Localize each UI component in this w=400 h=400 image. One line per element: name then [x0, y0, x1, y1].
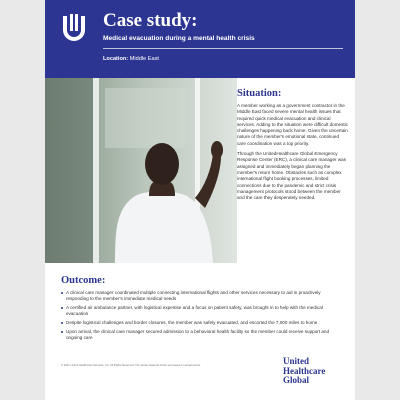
situation-heading: Situation: [237, 88, 282, 99]
situation-text [237, 103, 349, 205]
legal-disclaimer: © 2021 United HealthCare Services, Inc. All Rights Reserved. The stories featured herein are based on actual events. [61, 364, 201, 367]
page-title: Case study: [103, 10, 198, 31]
outcome-item: Upon arrival, the clinical care manager secured admission to a behavioral health facility so the member could receive support and ongoing care [61, 329, 343, 341]
location-line [103, 56, 159, 62]
brand-logo [283, 357, 325, 386]
location-label: Location: [103, 56, 129, 62]
uhc-logo-icon [61, 12, 87, 42]
page-subtitle: Medical evacuation during a mental health crisis [103, 35, 255, 42]
outcome-heading: Outcome: [61, 275, 106, 286]
man-at-window-illustration [45, 78, 237, 263]
outcome-item: A clinical care manager coordinated multiple connecting international flights and other services necessary to aid in proactively responding to the member's immediate medical needs [61, 290, 343, 302]
situation-paragraph: A member working as a government contractor in the Middle East faced severe mental health issues that required quick medical evacuation and clinical services. Adding to the situation were difficult domestic challenges happening back home. Given the uncertain nature of the member's emotional state, continued care coordination was a top priority. [237, 103, 348, 146]
outcome-item: A certified air ambulance partner, with logistical expertise and a focus on patient safety, was brought in to help with the medical evacuation [61, 305, 343, 317]
brand-line: Healthcare [283, 365, 326, 376]
outcome-list [61, 290, 343, 344]
header-divider [103, 48, 343, 49]
brand-line: Global [283, 375, 310, 385]
location-value: Middle East [129, 56, 159, 62]
hero-photo [45, 78, 237, 263]
situation-paragraph: Through the UnitedHealthcare Global Emergency Response Center (ERC), a clinical care manager was assigned and immediately began planning the member's return home. Obstacles such as complex international flight booking processes, limited connections due to the pandemic and strict crisis management protocols stood between the member and the care they desperately needed. [237, 151, 347, 201]
brand-line: United [283, 356, 310, 366]
header-banner [45, 0, 355, 78]
outcome-item: Despite logistical challenges and border closures, the member was safely evacuated, and escorted the 7,000 miles to home [61, 320, 343, 326]
case-study-page [45, 0, 355, 400]
